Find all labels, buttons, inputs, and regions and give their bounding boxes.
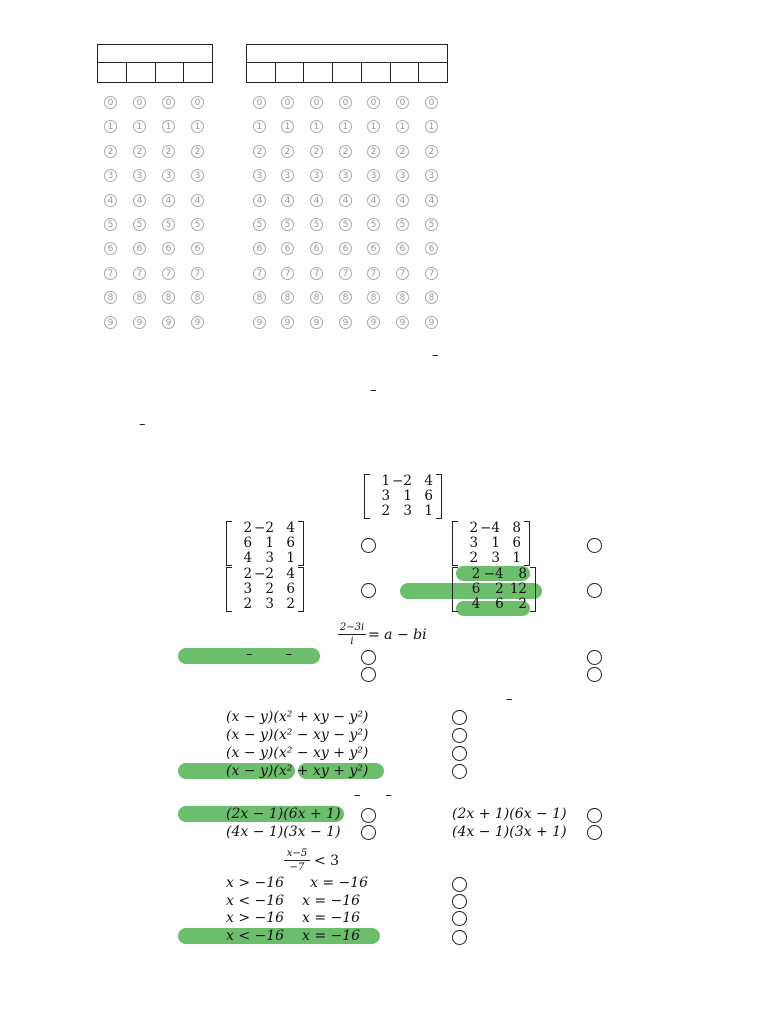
answer-bubble-4[interactable]: 4	[253, 194, 266, 207]
answer-bubble-3[interactable]: 3	[425, 169, 438, 182]
answer-bubble-9[interactable]: 9	[162, 316, 175, 329]
answer-bubble-1[interactable]: 1	[310, 120, 323, 133]
answer-grid-right	[246, 44, 448, 83]
answer-bubble-9[interactable]: 9	[191, 316, 204, 329]
q1-option-a-matrix	[226, 521, 304, 566]
q4-option-d-radio[interactable]	[587, 825, 602, 840]
q3-option-d-radio[interactable]	[452, 764, 467, 779]
q1-option-c-radio[interactable]	[361, 583, 376, 598]
q1-option-matrix-entry: 3	[243, 581, 253, 597]
answer-bubble-3[interactable]: 3	[191, 169, 204, 182]
answer-bubble-8[interactable]: 8	[425, 291, 438, 304]
answer-bubble-4[interactable]: 4	[310, 194, 323, 207]
answer-bubble-8[interactable]: 8	[133, 291, 146, 304]
q1-option-matrix-entry: 6	[471, 581, 481, 597]
answer-bubble-6[interactable]: 6	[133, 242, 146, 255]
q2-fraction-denominator: i	[350, 636, 354, 647]
answer-bubble-7[interactable]: 7	[191, 267, 204, 280]
answer-bubble-4[interactable]: 4	[367, 194, 380, 207]
answer-bubble-0[interactable]: 0	[396, 96, 409, 109]
answer-bubble-1[interactable]: 1	[396, 120, 409, 133]
answer-bubble-3[interactable]: 3	[310, 169, 323, 182]
q3-option-d: (x − y)(x² + xy + y²)	[226, 763, 369, 779]
q1-stem-matrix-entry: 3	[381, 488, 391, 504]
answer-bubble-6[interactable]: 6	[253, 242, 266, 255]
answer-bubble-0[interactable]: 0	[310, 96, 323, 109]
q2-fraction	[338, 622, 366, 647]
answer-grid-right-cell	[361, 62, 390, 82]
q2-equation-rhs: = a − bi	[368, 627, 427, 643]
answer-bubble-4[interactable]: 4	[339, 194, 352, 207]
answer-bubble-2[interactable]: 2	[396, 145, 409, 158]
q1-option-matrix-entry: 2	[518, 596, 527, 612]
answer-bubble-6[interactable]: 6	[425, 242, 438, 255]
answer-bubble-5[interactable]: 5	[191, 218, 204, 231]
answer-bubble-2[interactable]: 2	[104, 145, 117, 158]
q3-option-c: (x − y)(x² − xy + y²)	[226, 745, 369, 761]
q5-fraction	[284, 848, 310, 873]
q1-option-b-radio[interactable]	[587, 538, 602, 553]
answer-bubble-2[interactable]: 2	[253, 145, 266, 158]
q5-option-d-left: x < −16	[226, 928, 285, 944]
q1-stem-matrix-entry: 1	[424, 503, 433, 519]
q5-option-a-right: x = −16	[310, 875, 369, 891]
q3-option-c-radio[interactable]	[452, 746, 467, 761]
answer-bubble-4[interactable]: 4	[104, 194, 117, 207]
answer-bubble-2[interactable]: 2	[162, 145, 175, 158]
q1-option-matrix-entry: 3	[265, 550, 274, 566]
q5-option-d-radio[interactable]	[452, 930, 467, 945]
answer-bubble-4[interactable]: 4	[133, 194, 146, 207]
answer-bubble-2[interactable]: 2	[133, 145, 146, 158]
answer-bubble-7[interactable]: 7	[253, 267, 266, 280]
answer-bubble-8[interactable]: 8	[162, 291, 175, 304]
answer-bubble-1[interactable]: 1	[133, 120, 146, 133]
answer-grid-left-cell	[126, 62, 155, 82]
answer-bubble-6[interactable]: 6	[396, 242, 409, 255]
answer-bubble-7[interactable]: 7	[396, 267, 409, 280]
answer-bubble-0[interactable]: 0	[339, 96, 352, 109]
q1-option-matrix-entry: 1	[286, 550, 295, 566]
answer-grid-left-cell	[98, 62, 126, 82]
q1-option-d-radio[interactable]	[587, 583, 602, 598]
q1-option-matrix-entry: −2	[254, 566, 274, 582]
answer-grid-right-title-row	[247, 45, 447, 63]
q5-option-c-left: x > −16	[226, 910, 285, 926]
answer-bubble-1[interactable]: 1	[104, 120, 117, 133]
answer-bubble-7[interactable]: 7	[339, 267, 352, 280]
q1-option-matrix-entry: 3	[491, 550, 500, 566]
answer-bubble-9[interactable]: 9	[133, 316, 146, 329]
answer-bubble-3[interactable]: 3	[162, 169, 175, 182]
q1-option-matrix-entry: 6	[286, 535, 295, 551]
answer-bubble-3[interactable]: 3	[281, 169, 294, 182]
q1-option-matrix-entry: 6	[495, 596, 504, 612]
answer-bubble-5[interactable]: 5	[162, 218, 175, 231]
answer-grid-right-cell	[303, 62, 332, 82]
q1-option-matrix-entry: 1	[265, 535, 274, 551]
answer-grid-right-cell	[418, 62, 447, 82]
answer-grid-left-cell	[183, 62, 212, 82]
answer-bubble-8[interactable]: 8	[281, 291, 294, 304]
answer-grid-left	[97, 44, 213, 83]
answer-bubble-1[interactable]: 1	[253, 120, 266, 133]
q1-option-matrix-entry: 3	[265, 596, 274, 612]
q1-option-matrix-entry: 2	[469, 520, 479, 536]
answer-grid-left-title-row	[98, 45, 212, 63]
q1-option-matrix-entry: 6	[243, 535, 253, 551]
answer-bubble-0[interactable]: 0	[253, 96, 266, 109]
q1-option-matrix-entry: 4	[471, 596, 481, 612]
q5-option-a-radio[interactable]	[452, 877, 467, 892]
answer-bubble-6[interactable]: 6	[162, 242, 175, 255]
answer-bubble-0[interactable]: 0	[162, 96, 175, 109]
answer-bubble-4[interactable]: 4	[396, 194, 409, 207]
answer-bubble-8[interactable]: 8	[104, 291, 117, 304]
answer-bubble-7[interactable]: 7	[425, 267, 438, 280]
answer-grid-right-cell	[247, 62, 275, 82]
q1-option-matrix-entry: 2	[286, 596, 295, 612]
answer-bubble-4[interactable]: 4	[425, 194, 438, 207]
answer-bubble-2[interactable]: 2	[310, 145, 323, 158]
q1-option-matrix-entry: 2	[265, 581, 274, 597]
answer-bubble-6[interactable]: 6	[191, 242, 204, 255]
answer-bubble-0[interactable]: 0	[367, 96, 380, 109]
answer-bubble-6[interactable]: 6	[104, 242, 117, 255]
answer-bubble-5[interactable]: 5	[133, 218, 146, 231]
q1-stem-matrix-entry: 1	[403, 488, 412, 504]
answer-grid-right-cell	[275, 62, 304, 82]
q5-fraction-numerator: x−5	[286, 848, 308, 859]
answer-bubble-3[interactable]: 3	[104, 169, 117, 182]
q1-option-d-matrix	[452, 567, 536, 612]
answer-bubble-4[interactable]: 4	[162, 194, 175, 207]
q1-option-matrix-entry: −4	[480, 520, 500, 536]
answer-bubble-9[interactable]: 9	[310, 316, 323, 329]
q1-option-matrix-entry: 8	[512, 520, 521, 536]
q3-option-b: (x − y)(x² − xy − y²)	[226, 727, 369, 743]
answer-bubble-6[interactable]: 6	[281, 242, 294, 255]
q4-option-b-radio[interactable]	[587, 808, 602, 823]
answer-bubble-1[interactable]: 1	[281, 120, 294, 133]
q1-option-matrix-entry: −4	[483, 566, 504, 582]
answer-bubble-6[interactable]: 6	[339, 242, 352, 255]
answer-bubble-8[interactable]: 8	[191, 291, 204, 304]
q5-inequality-rhs: < 3	[314, 853, 340, 869]
answer-bubble-7[interactable]: 7	[104, 267, 117, 280]
answer-bubble-7[interactable]: 7	[310, 267, 323, 280]
answer-bubble-3[interactable]: 3	[253, 169, 266, 182]
answer-bubble-1[interactable]: 1	[162, 120, 175, 133]
q1-option-matrix-entry: 2	[243, 596, 253, 612]
q1-stem-matrix-entry: 4	[424, 473, 433, 489]
answer-grid-right-cell	[332, 62, 361, 82]
answer-bubble-9[interactable]: 9	[104, 316, 117, 329]
q1-stem-matrix-entry: 3	[403, 503, 412, 519]
answer-bubble-2[interactable]: 2	[339, 145, 352, 158]
q1-option-matrix-entry: 2	[469, 550, 479, 566]
q4-option-c-radio[interactable]	[361, 825, 376, 840]
q1-option-matrix-entry: 4	[243, 550, 253, 566]
answer-bubble-8[interactable]: 8	[253, 291, 266, 304]
q2-option-c-radio[interactable]	[361, 667, 376, 682]
q1-option-matrix-entry: 2	[471, 566, 481, 582]
answer-bubble-4[interactable]: 4	[191, 194, 204, 207]
q3-option-b-radio[interactable]	[452, 728, 467, 743]
answer-bubble-7[interactable]: 7	[367, 267, 380, 280]
answer-bubble-5[interactable]: 5	[104, 218, 117, 231]
answer-bubble-5[interactable]: 5	[339, 218, 352, 231]
answer-bubble-0[interactable]: 0	[425, 96, 438, 109]
answer-bubble-5[interactable]: 5	[253, 218, 266, 231]
answer-bubble-3[interactable]: 3	[133, 169, 146, 182]
answer-bubble-8[interactable]: 8	[396, 291, 409, 304]
answer-bubble-9[interactable]: 9	[425, 316, 438, 329]
q5-option-d-right: x = −16	[302, 928, 361, 944]
answer-bubble-1[interactable]: 1	[191, 120, 204, 133]
q2-option-a-radio[interactable]	[361, 650, 376, 665]
q5-option-a-left: x > −16	[226, 875, 285, 891]
answer-bubble-4[interactable]: 4	[281, 194, 294, 207]
q1-stem-matrix-entry: 1	[381, 473, 391, 489]
q2-option-d-radio[interactable]	[587, 667, 602, 682]
q3-option-a: (x − y)(x² + xy − y²)	[226, 709, 369, 725]
q1-option-matrix-entry: 2	[243, 520, 253, 536]
q1-option-matrix-entry: 4	[286, 566, 295, 582]
q4-option-b: (2x + 1)(6x − 1)	[452, 806, 567, 822]
q5-option-b-left: x < −16	[226, 893, 285, 909]
q1-option-matrix-entry: 2	[243, 566, 253, 582]
q1-stem-matrix	[364, 474, 442, 519]
answer-bubble-2[interactable]: 2	[425, 145, 438, 158]
answer-bubble-9[interactable]: 9	[253, 316, 266, 329]
answer-bubble-6[interactable]: 6	[367, 242, 380, 255]
answer-bubble-9[interactable]: 9	[396, 316, 409, 329]
q1-option-matrix-entry: 3	[469, 535, 479, 551]
q4-option-a: (2x − 1)(6x + 1)	[226, 806, 341, 822]
q1-option-matrix-entry: 6	[286, 581, 295, 597]
answer-bubble-3[interactable]: 3	[367, 169, 380, 182]
answer-grid-right-cell	[390, 62, 419, 82]
q3-option-a-radio[interactable]	[452, 710, 467, 725]
q1-option-matrix-entry: 8	[518, 566, 527, 582]
answer-bubble-5[interactable]: 5	[425, 218, 438, 231]
q1-stem-matrix-entry: 6	[424, 488, 433, 504]
dash-mark: –	[432, 348, 439, 363]
answer-bubble-2[interactable]: 2	[367, 145, 380, 158]
answer-bubble-7[interactable]: 7	[281, 267, 294, 280]
q2-fraction-numerator: 2−3i	[339, 622, 365, 633]
q1-option-matrix-entry: −2	[254, 520, 274, 536]
answer-bubble-8[interactable]: 8	[367, 291, 380, 304]
answer-bubble-0[interactable]: 0	[281, 96, 294, 109]
answer-bubble-2[interactable]: 2	[191, 145, 204, 158]
q1-option-matrix-entry: 1	[491, 535, 500, 551]
q1-option-matrix-entry: 4	[286, 520, 295, 536]
answer-grid-left-cell	[155, 62, 184, 82]
q3-dash: –	[506, 692, 513, 707]
answer-bubble-6[interactable]: 6	[310, 242, 323, 255]
answer-bubble-8[interactable]: 8	[310, 291, 323, 304]
q4-option-d: (4x − 1)(3x + 1)	[452, 824, 567, 840]
q2-highlight-text: – –	[246, 647, 293, 662]
q1-option-b-matrix	[452, 521, 530, 566]
q4-option-a-radio[interactable]	[361, 808, 376, 823]
q2-option-b-radio[interactable]	[587, 650, 602, 665]
answer-bubble-9[interactable]: 9	[339, 316, 352, 329]
q1-option-matrix-entry: 6	[512, 535, 521, 551]
q1-option-a-radio[interactable]	[361, 538, 376, 553]
q1-stem-matrix-entry: −2	[392, 473, 412, 489]
answer-bubble-9[interactable]: 9	[281, 316, 294, 329]
dash-mark: –	[370, 383, 377, 398]
q5-option-c-radio[interactable]	[452, 911, 467, 926]
answer-bubble-0[interactable]: 0	[133, 96, 146, 109]
q5-fraction-denominator: −7	[289, 862, 305, 873]
answer-bubble-5[interactable]: 5	[310, 218, 323, 231]
q1-option-c-matrix	[226, 567, 304, 612]
q5-option-b-radio[interactable]	[452, 894, 467, 909]
answer-bubble-8[interactable]: 8	[339, 291, 352, 304]
answer-bubble-9[interactable]: 9	[367, 316, 380, 329]
answer-bubble-3[interactable]: 3	[396, 169, 409, 182]
q1-stem-matrix-entry: 2	[381, 503, 391, 519]
answer-bubble-5[interactable]: 5	[367, 218, 380, 231]
answer-bubble-2[interactable]: 2	[281, 145, 294, 158]
answer-bubble-0[interactable]: 0	[104, 96, 117, 109]
q5-option-c-right: x = −16	[302, 910, 361, 926]
q1-option-matrix-entry: 1	[512, 550, 521, 566]
q1-option-matrix-entry: 12	[509, 581, 527, 597]
answer-bubble-1[interactable]: 1	[367, 120, 380, 133]
answer-bubble-5[interactable]: 5	[396, 218, 409, 231]
q1-option-matrix-entry: 2	[495, 581, 504, 597]
answer-bubble-7[interactable]: 7	[162, 267, 175, 280]
answer-bubble-7[interactable]: 7	[133, 267, 146, 280]
answer-bubble-0[interactable]: 0	[191, 96, 204, 109]
dash-mark: –	[139, 417, 146, 432]
answer-bubble-1[interactable]: 1	[425, 120, 438, 133]
answer-bubble-3[interactable]: 3	[339, 169, 352, 182]
answer-bubble-5[interactable]: 5	[281, 218, 294, 231]
q4-option-c: (4x − 1)(3x − 1)	[226, 824, 341, 840]
q5-option-b-right: x = −16	[302, 893, 361, 909]
q4-dashes: – –	[354, 788, 392, 803]
answer-bubble-1[interactable]: 1	[339, 120, 352, 133]
